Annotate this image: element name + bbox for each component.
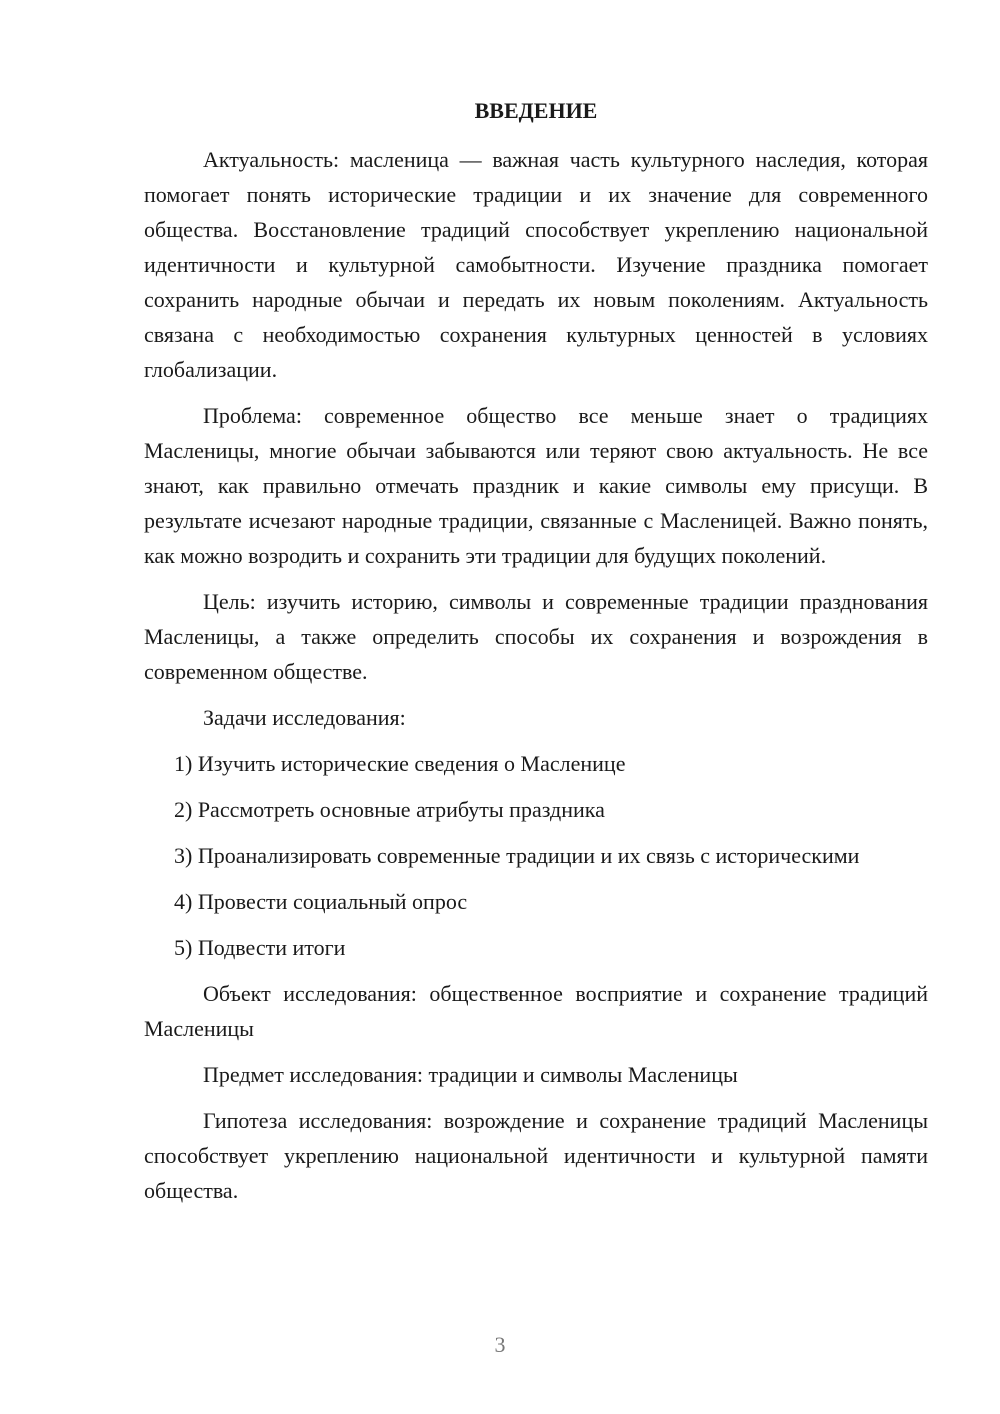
task-item: 1) Изучить исторические сведения о Масленице bbox=[174, 751, 626, 776]
document-body bbox=[144, 142, 928, 1219]
paragraph-object: Объект исследования: общественное восприятие и сохранение традиций Масленицы bbox=[144, 981, 928, 1041]
task-item: 2) Рассмотреть основные атрибуты праздника bbox=[174, 797, 605, 822]
page-title: ВВЕДЕНИЕ bbox=[474, 98, 598, 123]
tasks-list bbox=[144, 746, 928, 965]
paragraph-hypothesis: Гипотеза исследования: возрождение и сохранение традиций Масленицы способствует укреплению национальной идентичности и культурной памяти общества. bbox=[144, 1108, 928, 1203]
task-item: 4) Провести социальный опрос bbox=[174, 889, 468, 914]
tasks-heading: Задачи исследования: bbox=[203, 705, 406, 730]
page-number: 3 bbox=[494, 1332, 506, 1357]
paragraph-subject: Предмет исследования: традиции и символы Масленицы bbox=[203, 1062, 738, 1087]
paragraph-problem: Проблема: современное общество все меньше знает о традициях Масленицы, многие обычаи забываются или теряют свою актуальность. Не все знают, как правильно отмечать праздник и какие символы ему присущи. В результате исчезают народные традиции, связанные с Масленицей. Важно понять, как можно возродить и сохранить эти традиции для будущих поколений. bbox=[144, 403, 928, 568]
paragraph-relevance: Актуальность: масленица — важная часть культурного наследия, которая помогает понять исторические традиции и их значение для современного общества. Восстановление традиций способствует укреплению национальной идентичности и культурной самобытности. Изучение праздника помогает сохранить народные обычаи и передать их новым поколениям. Актуальность связана с необходимостью сохранения культурных ценностей в условиях глобализации. bbox=[144, 147, 928, 382]
task-item: 3) Проанализировать современные традиции и их связь с историческими bbox=[174, 843, 860, 868]
task-item: 5) Подвести итоги bbox=[174, 935, 346, 960]
paragraph-goal: Цель: изучить историю, символы и современные традиции празднования Масленицы, а также определить способы их сохранения и возрождения в современном обществе. bbox=[144, 589, 928, 684]
